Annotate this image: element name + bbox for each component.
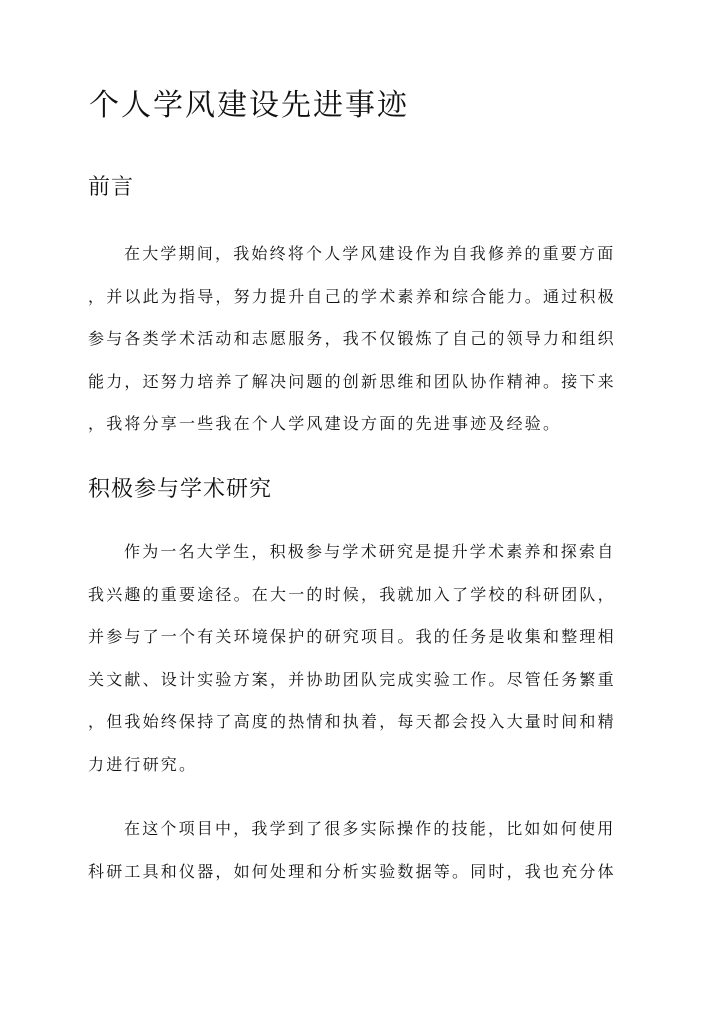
paragraph-line: 参与各类学术活动和志愿服务，我不仅锻炼了自己的领导力和组织 <box>88 329 616 348</box>
document-title: 个人学风建设先进事迹 <box>89 88 409 123</box>
paragraph-preface <box>88 233 633 446</box>
paragraph-line: 我兴趣的重要途径。在大一的时候，我就加入了学校的科研团队， <box>88 584 616 604</box>
paragraph-line: 在这个项目中，我学到了很多实际操作的技能，比如如何使用 <box>124 819 616 838</box>
paragraph-line: 并参与了一个有关环境保护的研究项目。我的任务是收集和整理相 <box>88 627 616 646</box>
section-heading-preface: 前言 <box>88 175 135 200</box>
paragraph-line: ，我将分享一些我在个人学风建设方面的先进事迹及经验。 <box>88 414 562 433</box>
paragraph-research-2 <box>88 808 633 893</box>
paragraph-line: 力进行研究。 <box>88 754 198 774</box>
section-heading-research: 积极参与学术研究 <box>88 477 273 502</box>
paragraph-line: 能力，还努力培养了解决问题的创新思维和团队协作精神。接下来 <box>88 371 616 391</box>
paragraph-research-1 <box>88 531 633 786</box>
paragraph-line: 在大学期间，我始终将个人学风建设作为自我修养的重要方面 <box>124 244 616 263</box>
paragraph-line: ，并以此为指导，努力提升自己的学术素养和综合能力。通过积极 <box>88 286 616 306</box>
paragraph-line: 关文献、设计实验方案，并协助团队完成实验工作。尽管任务繁重 <box>88 669 616 689</box>
paragraph-line: ，但我始终保持了高度的热情和执着，每天都会投入大量时间和精 <box>88 712 616 731</box>
paragraph-line: 科研工具和仪器，如何处理和分析实验数据等。同时，我也充分体 <box>88 861 616 881</box>
paragraph-line: 作为一名大学生，积极参与学术研究是提升学术素养和探索自 <box>124 542 616 561</box>
